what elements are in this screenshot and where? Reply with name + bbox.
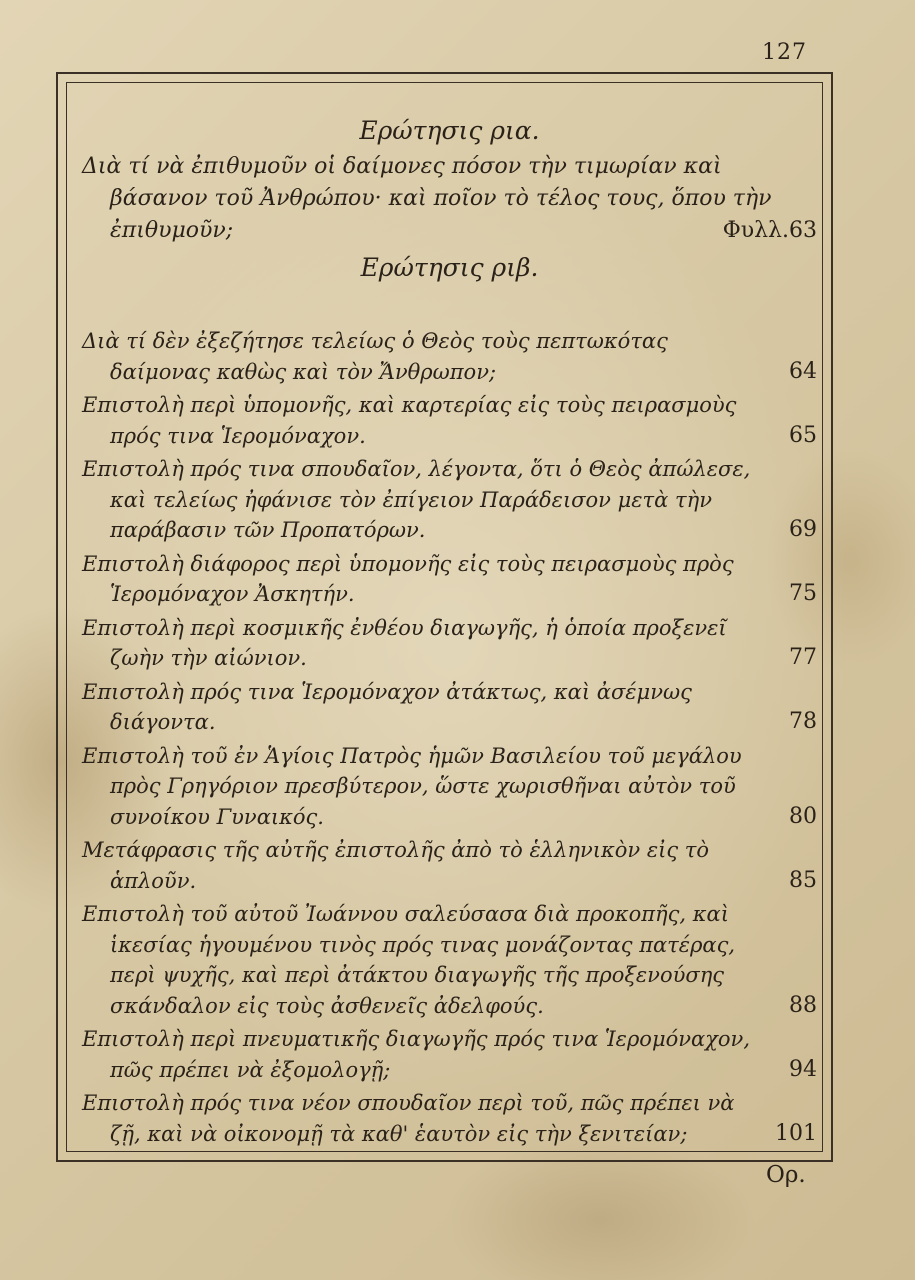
entry-text: Επιστολὴ τοῦ ἐν Ἁγίοις Πατρὸς ἡμῶν Βασιλείου τοῦ μεγάλου πρὸς Γρηγόριον πρεσβύτερον, ὥστε χωρισθῆναι αὐτὸν τοῦ συνοίκου Γυναικός. [82,743,742,829]
entry-page-number: 77 [789,645,817,670]
list-item [82,549,817,610]
entry-text: Επιστολὴ διάφορος περὶ ὑπομονῆς εἰς τοὺς πειρασμοὺς πρὸς Ἱερομόναχον Ἀσκητήν. [82,551,734,606]
entry-text: Επιστολὴ πρός τινα σπουδαῖον, λέγοντα, ὅτι ὁ Θεὸς ἀπώλεσε, καὶ τελείως ἠφάνισε τὸν ἐπίγειον Παράδεισον μετὰ τὴν παράβασιν τῶν Προπατόρων. [82,457,751,542]
list-item [82,741,817,833]
entry-page-number: 78 [789,709,817,734]
entry-page-number: 64 [789,358,817,384]
question-111-reference: Φυλλ.63 [722,218,817,243]
entry-text: Επιστολὴ πρός τινα Ἱερομόναχον ἀτάκτως, καὶ ἀσέμνως διάγοντα. [82,679,692,734]
list-item [82,1088,817,1149]
section-heading-111: Ερώτησις ρια. [359,116,540,145]
entry-text: Επιστολὴ τοῦ αὐτοῦ Ἰωάννου σαλεύσασα διὰ προκοπῆς, καὶ ἱκεσίας ἡγουμένου τινὸς πρός τινας μονάζοντας πατέρας, περὶ ψυχῆς, καὶ περὶ ἀτάκτου διαγωγῆς τῆς προξενούσης σκάνδαλον εἰς τοὺς ἀσθενεῖς ἀδελφούς. [82,902,736,1018]
entries-list [82,326,817,1149]
table-of-contents [82,112,817,1152]
list-item [82,677,817,738]
entry-page-number: 65 [789,422,817,448]
entry-page-number: 88 [789,992,817,1018]
section-heading-112: Ερώτησις ριβ. [360,253,539,282]
question-111-text: Διὰ τί νὰ ἐπιθυμοῦν οἱ δαίμονες πόσον τὴν τιμωρίαν καὶ βάσανον τοῦ Ἀνθρώπου· καὶ ποῖον τὸ τέλος τους, ὅπου τὴν ἐπιθυμοῦν; [82,154,772,243]
entry-text: Διὰ τί δὲν ἐξεζήτησε τελείως ὁ Θεὸς τοὺς πεπτωκότας δαίμονας καθὼς καὶ τὸν Ἄνθρωπον; [82,329,668,384]
entry-page-number: 69 [789,517,817,542]
entry-text: Επιστολὴ περὶ πνευματικῆς διαγωγῆς πρός τινα Ἱερομόναχον, πῶς πρέπει νὰ ἐξομολογῇ; [82,1027,750,1082]
entry-text: Επιστολὴ περὶ κοσμικῆς ἐνθέου διαγωγῆς, ἡ ὁποία προξενεῖ ζωὴν τὴν αἰώνιον. [82,615,727,670]
entry-text: Επιστολὴ πρός τινα νέον σπουδαῖον περὶ τοῦ, πῶς πρέπει νὰ ζῇ, καὶ νὰ οἰκονομῇ τὰ καθ' ἑαυτὸν εἰς τὴν ξενιτείαν; [82,1091,735,1146]
entry-page-number: 80 [789,803,817,829]
list-item [82,835,817,896]
entry-page-number: 75 [789,581,817,606]
page-number: 127 [762,40,807,65]
entry-page-number: 94 [789,1056,817,1082]
catchword: Ορ. [766,1162,806,1188]
list-item [82,454,817,546]
entry-page-number: 85 [789,867,817,893]
list-item [82,390,817,451]
entry-page-number: 101 [775,1120,817,1146]
entry-text: Μετάφρασις τῆς αὐτῆς ἐπιστολῆς ἀπὸ τὸ ἑλληνικὸν εἰς τὸ ἁπλοῦν. [82,838,710,893]
question-111 [82,151,817,247]
list-item [82,326,817,387]
entry-text: Επιστολὴ περὶ ὑπομονῆς, καὶ καρτερίας εἰς τοὺς πειρασμοὺς πρός τινα Ἱερομόναχον. [82,393,737,448]
list-item [82,613,817,674]
list-item [82,899,817,1021]
list-item [82,1024,817,1085]
